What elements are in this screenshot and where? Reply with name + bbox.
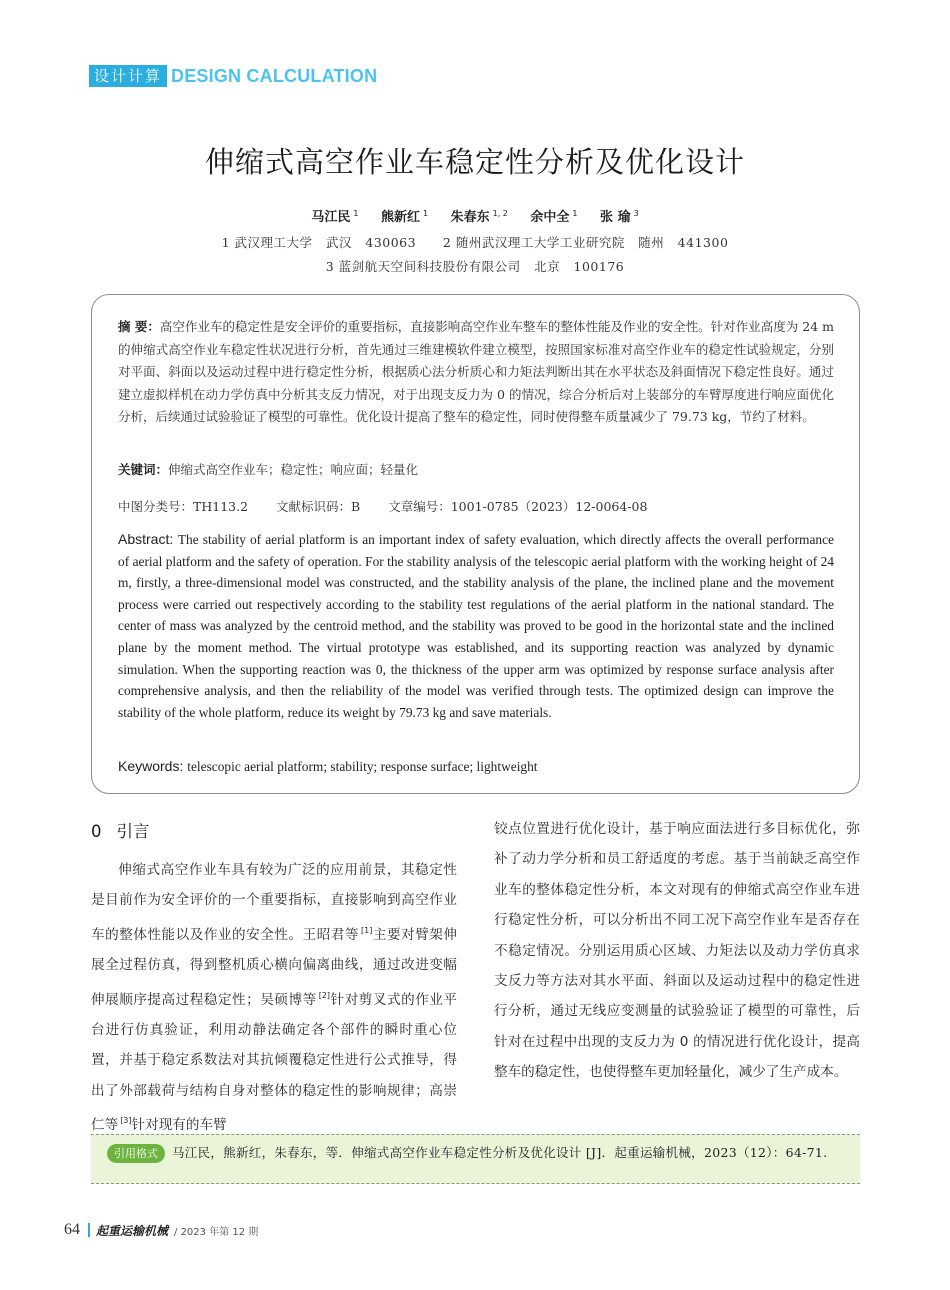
clc-number: 中图分类号：TH113.2 — [118, 499, 249, 514]
keywords-en-text: telescopic aerial platform; stability; response surface; lightweight — [187, 759, 538, 774]
affiliation-line-1: 1 武汉理工大学 武汉 430063 2 随州武汉理工大学工业研究院 随州 441300 — [221, 235, 729, 250]
abstract-en-text: The stability of aerial platform is an important index of safety evaluation, which directly affects the overall performance of aerial platform and the safety of operation. For the stability analysis of the telescopic aerial platform with the working height of 24 m, firstly, a three-dimensional model was constructed, and the stability analysis of the plane, the inclined plane and the movement process were carried out respectively according to the stability test regulations of the aerial platform in the national standard. The center of mass was analyzed by the centroid method, and the stability was proved to be good in the horizontal state and the inclined plane by the moment method. The virtual prototype was established, and its supporting reaction was analyzed by dynamic simulation. When the supporting reaction was 0, the thickness of the upper arm was optimized by response surface analysis after comprehensive analysis, and then the reliability of the model was verified through tests. The optimized design can improve the stability of the whole platform, reduce its weight by 79.73 kg and save materials. — [118, 532, 834, 720]
body-column-right: 铰点位置进行优化设计，基于响应面法进行多目标优化，弥补了动力学分析和员工舒适度的考虑。基于当前缺乏高空作业车的整体稳定性分析，本文对现有的伸缩式高空作业车进行稳定性分析，可以分析出不同工况下高空作业车是否存在不稳定情况。分别运用质心区域、力矩法以及动力学仿真求支反力等方法对其水平面、斜面以及运动过程中的稳定性进行分析，通过无线应变测量的试验验证了模型的可靠性，后针对在过程中出现的支反力为 0 的情况进行优化设计，提高整车的稳定性，也使得整车更加轻量化，减少了生产成本。 — [494, 821, 860, 1081]
abstract-cn-text: 高空作业车的稳定性是安全评价的重要指标，直接影响高空作业车整车的整体性能及作业的安全性。针对作业高度为 24 m 的伸缩式高空作业车稳定性状况进行分析，首先通过三维建模软件建立模型，按照国家标准对高空作业车的稳定性试验规定，分别对平面、斜面以及运动过程中进行稳定性分析，根据质心法分析质心和力矩法判断出其在水平状态及斜面情况下稳定性良好。通过建立虚拟样机在动力学仿真中分析其支反力情况，对于出现支反力为 0 的情况，综合分析后对上装部分的车臂厚度进行响应面优化分析，后续通过试验验证了模型的可靠性。优化设计提高了整车的稳定性，同时使得整车质量减少了 79.73 kg，节约了材料。 — [118, 319, 834, 424]
author: 熊新红 $^1$ — [380, 208, 429, 225]
citation-badge: 引用格式 — [107, 1144, 165, 1163]
article-number: 文章编号：1001-0785（2023）12-0064-08 — [388, 499, 648, 514]
classification-line — [118, 497, 834, 515]
keywords-en-label: Keywords: — [118, 758, 188, 774]
page-number: 64 — [64, 1221, 80, 1238]
abstract-cn-label: 摘 要： — [118, 319, 160, 334]
section-heading — [91, 818, 150, 842]
author: 张 瑜 $^3$ — [600, 208, 639, 225]
keywords-cn — [118, 460, 834, 478]
section-tag-cn: 设计计算 — [89, 65, 167, 87]
author: 余中全 $^1$ — [530, 208, 578, 225]
citation-ref[interactable]: [3] — [120, 1116, 132, 1126]
keywords-cn-label: 关键词： — [118, 462, 169, 477]
paper-title: 伸缩式高空作业车稳定性分析及优化设计 — [204, 145, 745, 179]
citation-ref[interactable]: [2] — [318, 990, 331, 1000]
section-tag-en: DESIGN CALCULATION — [171, 65, 378, 86]
citation-ref[interactable]: [1] — [361, 925, 373, 935]
body-column-left: 伸缩式高空作业车具有较为广泛的应用前景，其稳定性是目前作为安全评价的一个重要指标，直接影响到高空作业车的整体性能以及作业的安全性。王昭君等 [1]主要对臂架伸展全过程仿真，得到整机质心横向偏离曲线，通过改进变幅伸展顺序提高过程稳定性；吴硕博等 [2]针对剪叉式的作业平台进行仿真验证，利用动静法确定各个部件的瞬时重心位置，并基于稳定系数法对其抗倾覆稳定性进行公式推导，得出了外部载荷与结构自身对整体的稳定性的影响规律；高崇仁等 [3]针对现有的车臂 — [91, 862, 458, 1134]
author: 马江民 $^1$ — [311, 208, 359, 225]
page-footer — [64, 1221, 258, 1239]
section-tag — [89, 64, 377, 88]
citation-text: 马江民，熊新红，朱春东，等．伸缩式高空作业车稳定性分析及优化设计 [J]．起重运输机械，2023（12）：64-71. — [172, 1145, 828, 1160]
section-title: 引言 — [116, 822, 150, 841]
journal-name: 起重运输机械 — [96, 1223, 169, 1238]
abstract-cn — [118, 316, 834, 429]
keywords-en — [118, 758, 834, 775]
section-number: 0 — [91, 822, 102, 841]
issue-info: / 2023 年第 12 期 — [174, 1226, 259, 1238]
footer-divider — [88, 1223, 90, 1237]
author-list — [0, 206, 950, 225]
affiliation-line-2: 3 蓝剑航天空间科技股份有限公司 北京 100176 — [325, 259, 625, 274]
author: 朱春东 $^{1, 2}$ — [450, 208, 508, 225]
keywords-cn-text: 伸缩式高空作业车；稳定性；响应面；轻量化 — [168, 462, 419, 477]
document-code: 文献标识码：B — [276, 499, 361, 514]
abstract-en — [118, 529, 834, 723]
abstract-en-label: Abstract: — [118, 531, 178, 547]
citation-format-box — [91, 1134, 860, 1184]
